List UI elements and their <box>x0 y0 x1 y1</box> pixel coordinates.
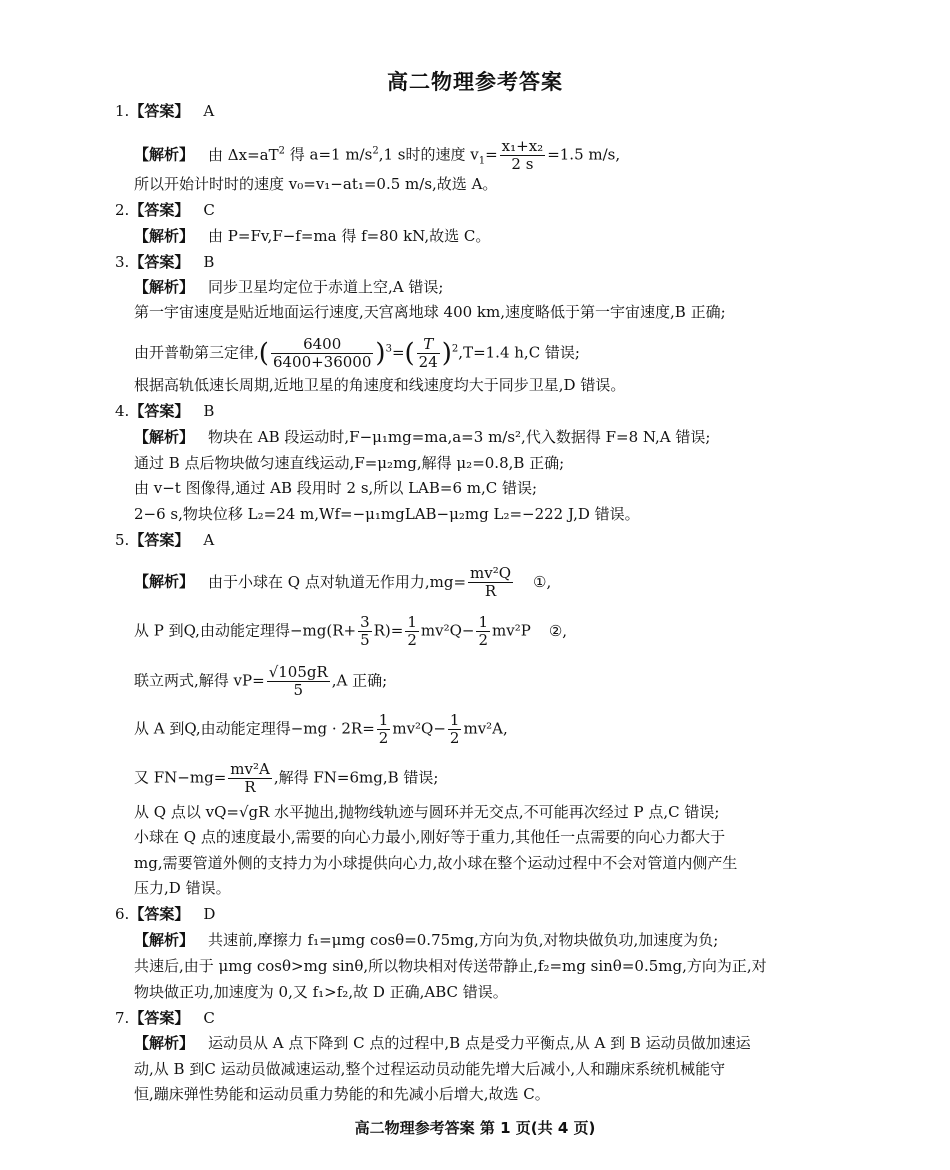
q2-number: 2. <box>115 201 130 219</box>
q6-answer-line <box>115 904 215 924</box>
q5-energy2-a: mv²A <box>463 719 504 738</box>
q5-solve-text: 联立两式,解得 vP= <box>134 671 265 690</box>
q5-normal-fraction <box>228 761 272 796</box>
q1-answer-line <box>115 101 214 121</box>
q3-analysis-line <box>134 277 443 297</box>
q5-half-den: 2 <box>378 729 389 747</box>
q4-line-3: 由 v−t 图像得,通过 AB 段用时 2 s,所以 LAB=6 m,C 错误; <box>134 479 538 497</box>
q5-half-4 <box>448 712 462 747</box>
q7-answer-line <box>115 1008 215 1028</box>
q5-normal-text: 又 FN−mg= <box>134 768 227 787</box>
q4-line-2: 通过 B 点后物块做匀速直线运动,F=μ₂mg,解得 μ₂=0.8,B 正确; <box>134 454 565 472</box>
q1-analysis-text-2: 得 a=1 m/s <box>284 145 373 164</box>
page-footer: 高二物理参考答案 第 1 页(共 4 页) <box>354 1119 596 1137</box>
q3-kepler-fraction <box>271 336 373 371</box>
answer-tag: 【答案】 <box>129 905 190 923</box>
q6-number: 6. <box>115 905 130 923</box>
q5-vp-den: 5 <box>293 681 303 699</box>
q1-answer: A <box>203 102 215 120</box>
page-title: 高二物理参考答案 <box>387 70 563 94</box>
q3-equals: = <box>391 343 405 362</box>
q7-analysis-line <box>134 1033 751 1053</box>
q5-half-num: 1 <box>407 613 417 631</box>
q5-analysis-line <box>134 565 551 600</box>
q4-line-4: 2−6 s,物块位移 L₂=24 m,Wf=−μ₁mgLAB−μ₂mg L₂=−222 J,D 错误。 <box>134 505 640 523</box>
q5-half-den: 2 <box>449 729 460 747</box>
q3-analysis-text: 同步卫星均定位于赤道上空,A 错误; <box>208 278 444 296</box>
q7-answer: C <box>203 1009 215 1027</box>
q7-line-3: 恒,蹦床弹性势能和运动员重力势能的和先减小后增大,故选 C。 <box>134 1085 550 1103</box>
answer-tag: 【答案】 <box>129 402 190 420</box>
q3-frac-24: 24 <box>418 353 438 371</box>
q5-answer: A <box>203 531 215 549</box>
q5-line-9: 压力,D 错误。 <box>134 879 231 897</box>
q1-line-2: 所以开始计时时的速度 v₀=v₁−at₁=0.5 m/s,故选 A。 <box>134 175 498 193</box>
q4-analysis-line <box>134 427 710 447</box>
q5-frac-3: 3 <box>360 613 370 631</box>
q3-line-4: 根据高轨低速长周期,近地卫星的角速度和线速度均大于同步卫星,D 错误。 <box>134 376 626 394</box>
q6-line-3: 物块做正功,加速度为 0,又 f₁>f₂,故 D 正确,ABC 错误。 <box>134 983 508 1001</box>
q5-energy2-q: mv²Q− <box>392 719 446 738</box>
q5-frac-den: R <box>484 582 497 600</box>
q7-analysis-text: 运动员从 A 点下降到 C 点的过程中,B 点是受力平衡点,从 A 到 B 运动员做加速运 <box>208 1034 751 1052</box>
q5-three-fifths <box>358 614 372 649</box>
q5-analysis-text: 由于小球在 Q 点对轨道无作用力,mg= <box>208 572 467 591</box>
q3-answer: B <box>203 253 215 271</box>
q5-energy-mid: R)= <box>373 621 404 640</box>
q5-line-5 <box>134 761 438 796</box>
q5-energy-p: mv²P <box>492 621 531 640</box>
q7-line-2: 动,从 B 到C 运动员做减速运动,整个过程运动员动能先增大后减小,人和蹦床系统机械能守 <box>134 1060 726 1078</box>
answer-tag: 【答案】 <box>129 1009 190 1027</box>
q3-line-2: 第一宇宙速度是贴近地面运行速度,天宫离地球 400 km,速度略低于第一宇宙速度,B 正确; <box>134 303 726 321</box>
answer-tag: 【答案】 <box>129 531 190 549</box>
analysis-tag: 【解析】 <box>134 572 195 591</box>
q1-analysis-end: =1.5 m/s, <box>547 145 621 164</box>
q6-answer: D <box>203 905 216 923</box>
q6-analysis-text: 共速前,摩擦力 f₁=μmg cosθ=0.75mg,方向为负,对物块做负功,加速度为负; <box>208 931 719 949</box>
q3-kepler-text: 由开普勒第三定律, <box>134 343 259 362</box>
q4-analysis-text: 物块在 AB 段运动时,F−μ₁mg=ma,a=3 m/s²,代入数据得 F=8 N,A 错误; <box>208 428 711 446</box>
q5-normal-num: mv²A <box>230 760 270 778</box>
q3-frac-num: 6400 <box>271 336 373 354</box>
q7-number: 7. <box>115 1009 130 1027</box>
answer-tag: 【答案】 <box>129 253 190 271</box>
q1-analysis-text: 由 Δx=aT <box>208 145 279 164</box>
q2-answer: C <box>203 201 215 219</box>
q5-half-2 <box>476 614 490 649</box>
q1-number: 1. <box>115 102 130 120</box>
q1-frac-den: 2 s <box>511 155 534 173</box>
q5-half-1 <box>405 614 419 649</box>
q5-energy-q: mv²Q− <box>420 621 475 640</box>
q6-line-2: 共速后,由于 μmg cosθ>mg sinθ,所以物块相对传送带静止,f₂=mg sinθ=0.5mg,方向为正,对 <box>134 957 767 975</box>
q3-answer-line <box>115 252 214 272</box>
q5-normal-end: ,解得 FN=6mg,B 错误; <box>273 768 439 787</box>
q5-line-3 <box>134 664 387 699</box>
q3-kepler-end: ,T=1.4 h,C 错误; <box>458 343 580 362</box>
analysis-tag: 【解析】 <box>134 428 195 446</box>
q3-frac-den: 6400+36000 <box>272 353 372 371</box>
q5-line-8: mg,需要管道外侧的支持力为小球提供向心力,故小球在整个运动过程中不会对管道内侧产生 <box>134 854 738 872</box>
q4-answer-line <box>115 401 214 421</box>
q3-number: 3. <box>115 253 130 271</box>
q5-half-den: 2 <box>407 631 417 649</box>
q2-analysis-text: 由 P=Fv,F−f=ma 得 f=80 kN,故选 C。 <box>208 227 491 245</box>
q2-analysis-line <box>134 226 490 246</box>
q5-line-7: 小球在 Q 点的速度最小,需要的向心力最小,刚好等于重力,其他任一点需要的向心力都大于 <box>134 828 726 846</box>
q5-solve-end: ,A 正确; <box>331 671 388 690</box>
q5-vp-fraction <box>267 664 330 699</box>
q5-centripetal-fraction <box>468 565 513 600</box>
q3-line-3: 由开普勒第三定律,( $\frac{6400}{6400+36000}$ )$^3$=( $\frac{T}{24}$ )$^2$,T=1.4 h,C 错误; <box>134 335 580 371</box>
q5-frac-5: 5 <box>360 631 370 649</box>
analysis-tag: 【解析】 <box>134 227 195 245</box>
q5-energy2-end: , <box>503 719 508 738</box>
q5-eq-marker-1: ①, <box>533 572 552 591</box>
q5-answer-line <box>115 530 214 550</box>
answer-tag: 【答案】 <box>129 201 190 219</box>
q5-line-6: 从 Q 点以 vQ=√gR 水平抛出,抛物线轨迹与圆环并无交点,不可能再次经过 P 点,C 错误; <box>134 803 720 821</box>
q5-number: 5. <box>115 531 130 549</box>
q5-eq-marker-2: ②, <box>548 621 568 640</box>
q3-period-fraction <box>417 336 440 371</box>
q2-answer-line <box>115 200 215 220</box>
q5-frac-num: mv²Q <box>470 564 512 582</box>
analysis-tag: 【解析】 <box>134 931 195 949</box>
analysis-tag: 【解析】 <box>134 278 195 296</box>
analysis-tag: 【解析】 <box>134 145 195 164</box>
q1-frac-num: x₁+x₂ <box>501 137 544 155</box>
q5-energy2-text: 从 A 到Q,由动能定理得−mg · 2R= <box>134 719 375 738</box>
q1-analysis-line: 【解析】 由 $\Delta x=aT^2$ 得 a=1 $m/s^2,1$ s时的速度 $v_1=$ $\frac{\text{x₁+x₂}}{2 s}$ =1.5 m/s, <box>134 137 621 173</box>
q5-half-3 <box>377 712 391 747</box>
q5-line-2 <box>134 614 567 649</box>
q4-number: 4. <box>115 402 130 420</box>
q5-line-4 <box>134 712 508 747</box>
q5-half-den: 2 <box>478 631 488 649</box>
q1-analysis-text-3: ,1 s时的速度 v <box>378 145 479 164</box>
q5-half-num: 1 <box>449 711 460 729</box>
q1-fraction <box>500 138 546 173</box>
q5-energy-text: 从 P 到Q,由动能定理得−mg(R+ <box>134 621 357 640</box>
q6-analysis-line <box>134 930 718 950</box>
q3-frac-t: T <box>423 335 434 353</box>
q5-half-num: 1 <box>478 613 488 631</box>
q5-half-num: 1 <box>378 711 389 729</box>
q4-answer: B <box>203 402 215 420</box>
q5-vp-num: √105gR <box>268 663 328 681</box>
answer-tag: 【答案】 <box>129 102 190 120</box>
analysis-tag: 【解析】 <box>134 1034 195 1052</box>
q5-normal-den: R <box>244 778 256 796</box>
